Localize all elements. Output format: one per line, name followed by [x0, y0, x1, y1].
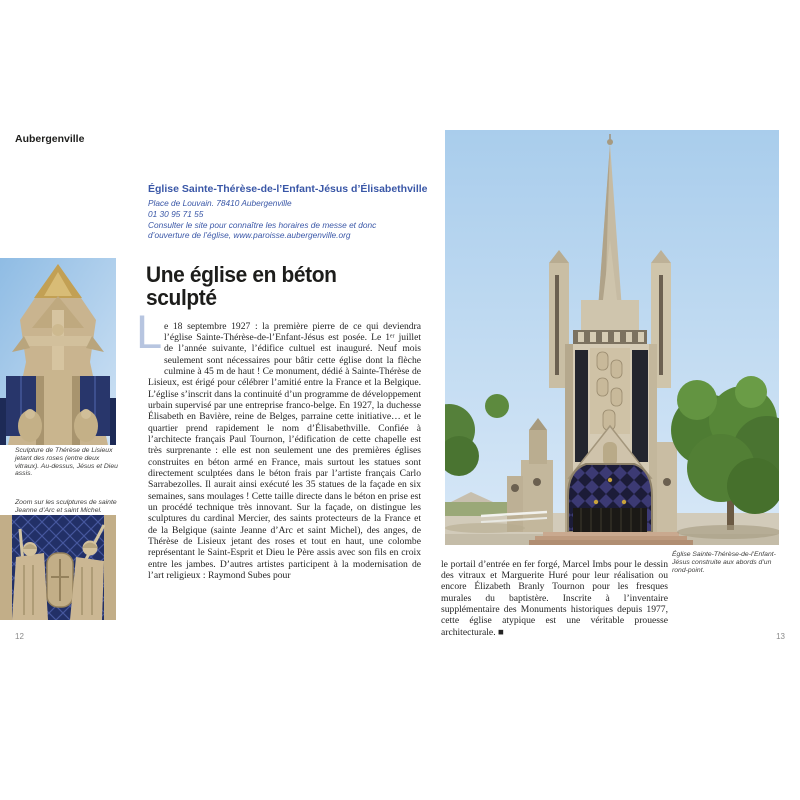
article-body-left-text: e 18 septembre 1927 : la première pierre de ce qui deviendra l’église Sainte-Thérèse-de-l’Enfant-Jésus est posée. Le 1ᵉʳ juillet de l’année suivante, l’édifice cultuel est inauguré. Neuf mois seulement sont nécessaires pour bâtir cette église dont la flèche culmine à 45 m de haut ! Ce monument, dédié à Sainte-Thérèse de Lisieux, est érigé pour célébrer l’amitié entre la France et la Belgique. L’église s’inscrit dans la continuité d’un programme de développement urbain supervisé par une entreprise franco-belge. En 1927, la duchesse Élisabeth en Bavière, reine de Belges, parraine cette initiative… et le quartier prend rapidement le nom d’Élisabethville. Confiée à l’architecte français Paul Tournon, l’édification de cette chapelle est très surprenante : elle est non seulement une des premières églises construites en béton armé en France, mais surtout les statues sont directement sculptées dans le béton frais par l’artiste français Carlo Sarrabezolles. Il aurait ainsi exécuté les 35 statues de la façade en six semaines, sans moulages ! Cette taille directe dans le béton en prise est un procédé technique très innovant. Sur la façade, on distingue les sculptures du cardinal Mercier, des saints protecteurs de la France et de la Belgique (sainte Jeanne d’Arc et saint Michel), des anges, de Thérèse de Lisieux jetant des roses et tout en haut, une colombe représentant le Saint-Esprit et Dieu le Père assis avec son fils en croix entre les jambes. D’autres artistes participent à la modernisation de l’art religieux : Raymond Subes pour	[148, 320, 421, 582]
church-info-block	[148, 183, 433, 241]
church-name: Église Sainte-Thérèse-de-l’Enfant-Jésus d’Élisabethville	[148, 183, 428, 195]
photo-facade-sculpture	[0, 258, 116, 445]
photo-jeanne-darc-michel	[0, 515, 116, 620]
caption-facade-sculpture: Sculpture de Thérèse de Lisieux jetant des roses (entre deux vitraux). Au-dessus, Jésus et Dieu assis.	[15, 447, 118, 478]
page-number-right: 13	[776, 632, 785, 641]
caption-church-exterior: Église Sainte-Thérèse-de-l’Enfant-Jésus construite aux abords d’un rond-point.	[672, 551, 776, 574]
church-note-line1: Consulter le site pour connaître les horaires de messe et donc	[148, 219, 377, 230]
dropcap-spacer	[148, 321, 164, 367]
church-address: Place de Louvain. 78410 Aubergenville	[148, 198, 292, 208]
dropcap-letter: L	[136, 305, 163, 358]
article-body-left	[148, 321, 421, 582]
section-kicker: Aubergenville	[15, 133, 85, 145]
article-body-right: le portail d’entrée en fer forgé, Marcel Imbs pour le dessin des vitraux et Marguerite Huré pour leur réalisation ou encore Élizabeth Branly Tournon pour les fresques murales du baptistère. Inscrite à l’inventaire supplémentaire des Monuments historiques depuis 1977, cette église atypique est une véritable prouesse architecturale. ■	[441, 558, 668, 638]
church-note-line2: d’ouverture de l’église, www.paroisse.aubergenville.org	[148, 230, 351, 241]
article-title: Une église en béton sculpté	[146, 262, 337, 311]
church-phone: 01 30 95 71 55	[148, 208, 204, 219]
caption-jeanne-darc-michel: Zoom sur les sculptures de sainte Jeanne d’Arc et saint Michel.	[15, 499, 117, 514]
page-number-left: 12	[15, 632, 24, 641]
photo-church-exterior	[445, 130, 779, 545]
